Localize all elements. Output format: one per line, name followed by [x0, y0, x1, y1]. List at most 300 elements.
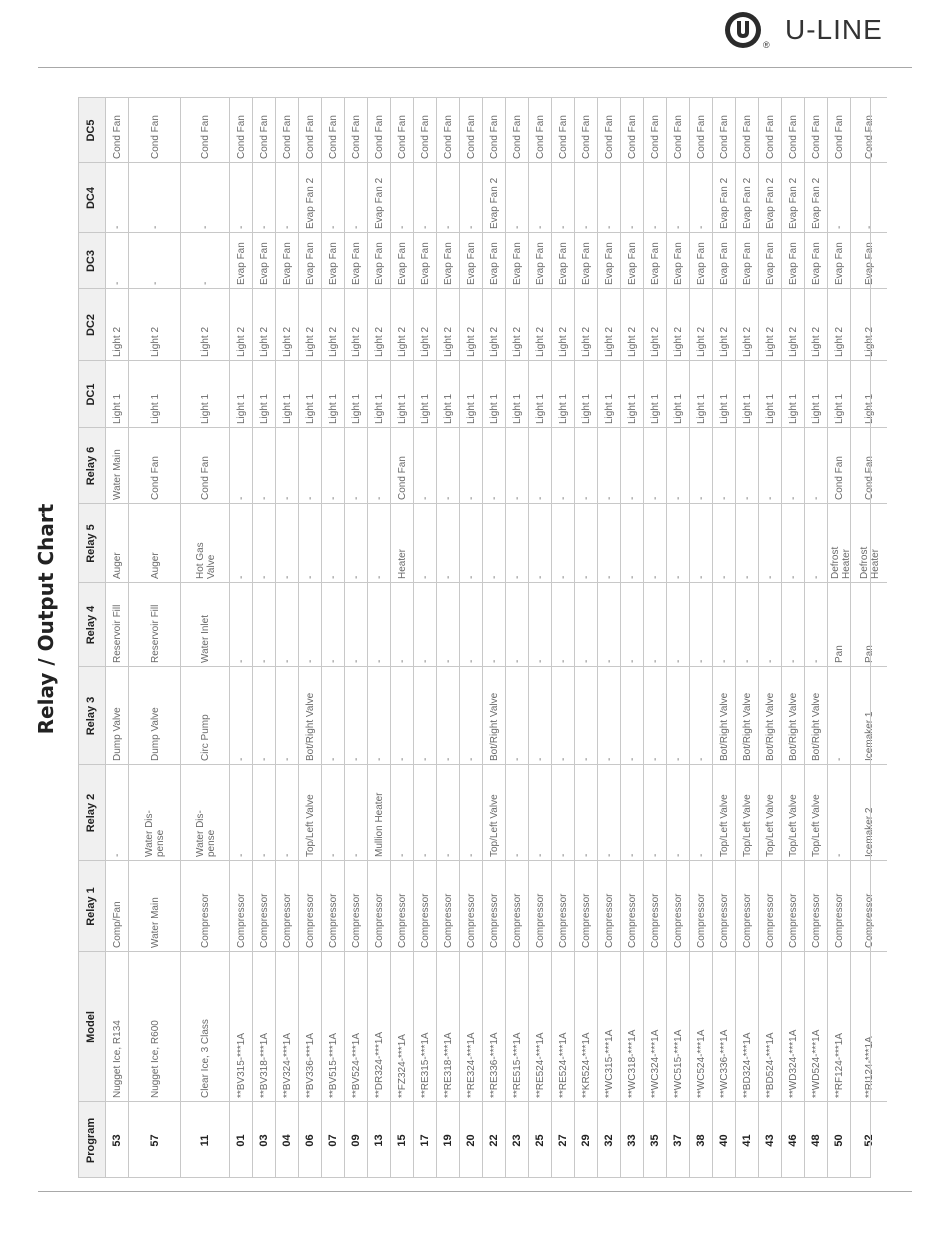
cell-relay-4: [345, 582, 367, 666]
cell-text: -: [259, 853, 270, 857]
cell-dc2: [552, 288, 574, 360]
relay-output-table: [78, 97, 881, 1178]
cell-model: [276, 951, 298, 1101]
cell-dc1: [713, 360, 735, 427]
cell-text: **BD524-***1A: [765, 1032, 776, 1098]
cell-text: -: [558, 496, 569, 500]
cell-dc1: [667, 360, 689, 427]
cell-relay-5: [690, 503, 712, 582]
cell-dc4: [851, 162, 887, 232]
cell-dc2: [391, 288, 413, 360]
cell-text: Cond Fan: [650, 115, 661, 159]
cell-relay-5: [575, 503, 597, 582]
cell-relay-2: [552, 764, 574, 860]
cell-text: 07: [327, 1134, 339, 1147]
cell-relay-6: [805, 427, 827, 503]
cell-text: -: [489, 496, 500, 500]
cell-text: -: [420, 659, 431, 663]
cell-text: -: [650, 853, 661, 857]
cell-relay-2: [598, 764, 620, 860]
cell-relay-1: [230, 860, 252, 951]
cell-dc3: [391, 232, 413, 288]
cell-text: -: [558, 853, 569, 857]
cell-text: Light 2: [834, 326, 845, 357]
cell-model: [230, 951, 252, 1101]
cell-dc1: [828, 360, 850, 427]
cell-relay-3: [621, 666, 643, 764]
cell-text: Evap Fan: [604, 242, 615, 285]
cell-dc3: [736, 232, 758, 288]
cell-dc3: [552, 232, 574, 288]
cell-text: -: [443, 225, 454, 229]
cell-model: [828, 951, 850, 1101]
cell-text: -: [420, 853, 431, 857]
cell-text: 15: [396, 1134, 408, 1147]
cell-text: Light 2: [673, 326, 684, 357]
cell-dc2: [276, 288, 298, 360]
cell-program: [644, 1101, 666, 1178]
cell-relay-6: [460, 427, 482, 503]
cell-dc1: [483, 360, 505, 427]
cell-model: [667, 951, 689, 1101]
cell-text: Cond Fan: [864, 456, 875, 500]
cell-dc2: [782, 288, 804, 360]
cell-text: -: [673, 853, 684, 857]
cell-text: Auger: [149, 552, 161, 579]
cell-text: **WC324-***1A: [650, 1029, 661, 1098]
cell-program: [345, 1101, 367, 1178]
cell-dc1: [106, 360, 128, 427]
cell-relay-1: [460, 860, 482, 951]
cell-text: -: [558, 757, 569, 761]
cell-program: [736, 1101, 758, 1178]
cell-dc1: [299, 360, 321, 427]
cell-dc1: [690, 360, 712, 427]
cell-dc1: [759, 360, 781, 427]
cell-dc4: [575, 162, 597, 232]
cell-relay-1: [437, 860, 459, 951]
cell-relay-3: [253, 666, 275, 764]
cell-relay-6: [345, 427, 367, 503]
cell-dc3: [129, 232, 180, 288]
cell-dc2: [506, 288, 528, 360]
cell-dc2: [621, 288, 643, 360]
cell-dc5: [322, 97, 344, 162]
column-header-label: Relay 1: [85, 887, 97, 926]
cell-text: -: [200, 281, 211, 285]
cell-text: Light 1: [489, 393, 500, 424]
cell-dc2: [851, 288, 887, 360]
cell-relay-5: [253, 503, 275, 582]
cell-dc4: [828, 162, 850, 232]
cell-dc5: [713, 97, 735, 162]
cell-text: -: [282, 225, 293, 229]
cell-text: Light 1: [834, 393, 845, 424]
cell-text: Evap Fan: [650, 242, 661, 285]
table-row: [758, 97, 781, 1178]
table-row: [459, 97, 482, 1178]
table-row: [735, 97, 758, 1178]
cell-text: Clear Ice, 3 Class: [200, 1019, 211, 1098]
cell-relay-5: [437, 503, 459, 582]
cell-text: Light 2: [719, 326, 730, 357]
cell-text: Compressor: [466, 893, 477, 948]
cell-dc3: [181, 232, 229, 288]
cell-relay-1: [690, 860, 712, 951]
cell-dc5: [391, 97, 413, 162]
cell-program: [460, 1101, 482, 1178]
cell-relay-5: [299, 503, 321, 582]
cell-relay-3: [437, 666, 459, 764]
cell-dc1: [552, 360, 574, 427]
cell-relay-5: [644, 503, 666, 582]
cell-model: [345, 951, 367, 1101]
cell-text: Evap Fan: [443, 242, 454, 285]
cell-text: Evap Fan: [305, 242, 316, 285]
cell-text: Compressor: [627, 893, 638, 948]
cell-text: Cond Fan: [489, 115, 500, 159]
column-header-label: Model: [85, 1011, 97, 1043]
cell-text: Compressor: [200, 893, 211, 948]
cell-relay-4: [414, 582, 436, 666]
cell-relay-1: [345, 860, 367, 951]
cell-relay-6: [736, 427, 758, 503]
cell-text: Light 1: [558, 393, 569, 424]
table-row: [574, 97, 597, 1178]
cell-relay-4: [828, 582, 850, 666]
cell-text: **RE318-***1A: [443, 1032, 454, 1098]
cell-model: [181, 951, 229, 1101]
footer-divider: [38, 1191, 912, 1192]
cell-model: [851, 951, 887, 1101]
cell-model: [437, 951, 459, 1101]
cell-text: Light 2: [259, 326, 270, 357]
cell-text: Cond Fan: [535, 115, 546, 159]
cell-text: -: [282, 575, 293, 579]
column-header-relay-2: [78, 764, 105, 860]
cell-program: [759, 1101, 781, 1178]
cell-text: Compressor: [305, 893, 316, 948]
cell-dc1: [391, 360, 413, 427]
cell-text: -: [443, 575, 454, 579]
cell-text: **BV315-***1A: [236, 1032, 247, 1098]
cell-text: Bot/Right Valve: [811, 692, 822, 761]
cell-relay-2: [667, 764, 689, 860]
cell-model: [253, 951, 275, 1101]
cell-text: -: [811, 575, 822, 579]
cell-model: [529, 951, 551, 1101]
cell-relay-4: [805, 582, 827, 666]
cell-dc3: [230, 232, 252, 288]
cell-relay-3: [299, 666, 321, 764]
cell-text: Evap Fan 2: [305, 177, 316, 229]
cell-dc2: [598, 288, 620, 360]
cell-text: Light 2: [489, 326, 500, 357]
cell-text: Light 1: [581, 393, 592, 424]
cell-text: 13: [373, 1134, 385, 1147]
cell-text: -: [512, 496, 523, 500]
cell-text: 29: [580, 1134, 592, 1147]
cell-relay-6: [529, 427, 551, 503]
cell-text: 38: [695, 1134, 707, 1147]
cell-text: Evap Fan 2: [374, 177, 385, 229]
cell-text: Water Dis- pense: [194, 810, 217, 857]
cell-dc5: [529, 97, 551, 162]
cell-text: -: [673, 575, 684, 579]
cell-model: [483, 951, 505, 1101]
table-row: [413, 97, 436, 1178]
cell-text: -: [650, 659, 661, 663]
cell-text: -: [604, 575, 615, 579]
cell-text: Light 2: [374, 326, 385, 357]
cell-relay-2: [437, 764, 459, 860]
cell-dc2: [437, 288, 459, 360]
cell-dc5: [253, 97, 275, 162]
cell-text: Evap Fan: [696, 242, 707, 285]
cell-text: -: [259, 575, 270, 579]
cell-text: **RE515-***1A: [512, 1032, 523, 1098]
cell-text: Evap Fan: [282, 242, 293, 285]
cell-text: Light 1: [864, 393, 875, 424]
cell-text: Compressor: [282, 893, 293, 948]
cell-text: -: [489, 575, 500, 579]
table-row: [344, 97, 367, 1178]
cell-text: Evap Fan: [466, 242, 477, 285]
cell-dc2: [736, 288, 758, 360]
cell-text: -: [328, 575, 339, 579]
cell-text: Evap Fan: [742, 242, 753, 285]
cell-relay-1: [598, 860, 620, 951]
cell-dc5: [230, 97, 252, 162]
cell-relay-3: [368, 666, 390, 764]
cell-dc1: [253, 360, 275, 427]
cell-relay-3: [181, 666, 229, 764]
cell-program: [598, 1101, 620, 1178]
cell-dc5: [345, 97, 367, 162]
cell-text: Light 2: [397, 326, 408, 357]
cell-relay-4: [129, 582, 180, 666]
cell-dc3: [598, 232, 620, 288]
cell-text: -: [811, 659, 822, 663]
column-header-dc5: [78, 97, 105, 162]
cell-dc2: [805, 288, 827, 360]
cell-text: 25: [534, 1134, 546, 1147]
cell-text: -: [673, 225, 684, 229]
cell-text: Nugget Ice, R600: [149, 1020, 161, 1098]
cell-dc4: [759, 162, 781, 232]
cell-text: -: [328, 225, 339, 229]
cell-dc1: [322, 360, 344, 427]
cell-text: Top/Left Valve: [719, 794, 730, 857]
cell-text: Compressor: [489, 893, 500, 948]
cell-text: 48: [810, 1134, 822, 1147]
cell-dc5: [276, 97, 298, 162]
cell-text: -: [351, 853, 362, 857]
cell-text: Evap Fan: [558, 242, 569, 285]
cell-relay-5: [483, 503, 505, 582]
cell-text: -: [443, 757, 454, 761]
cell-text: 57: [148, 1134, 161, 1147]
cell-text: Light 2: [236, 326, 247, 357]
cell-text: -: [236, 575, 247, 579]
cell-relay-5: [759, 503, 781, 582]
column-header-label: Program: [85, 1117, 97, 1164]
cell-relay-2: [368, 764, 390, 860]
table-row: [390, 97, 413, 1178]
cell-program: [667, 1101, 689, 1178]
cell-model: [782, 951, 804, 1101]
cell-dc1: [276, 360, 298, 427]
cell-relay-4: [181, 582, 229, 666]
cell-text: **FZ324-***1A: [397, 1034, 408, 1098]
cell-text: Compressor: [696, 893, 707, 948]
cell-text: -: [627, 225, 638, 229]
cell-relay-5: [345, 503, 367, 582]
cell-text: Cond Fan: [811, 115, 822, 159]
cell-dc3: [299, 232, 321, 288]
cell-text: Light 1: [397, 393, 408, 424]
column-header-relay-1: [78, 860, 105, 951]
cell-relay-6: [253, 427, 275, 503]
cell-text: Pan: [834, 645, 845, 663]
cell-text: **RE524-***1A: [535, 1032, 546, 1098]
cell-dc3: [460, 232, 482, 288]
cell-relay-4: [529, 582, 551, 666]
cell-relay-6: [690, 427, 712, 503]
cell-text: Light 1: [305, 393, 316, 424]
cell-relay-2: [506, 764, 528, 860]
table-row: [804, 97, 827, 1178]
cell-model: [736, 951, 758, 1101]
cell-text: **KR524-***1A: [581, 1032, 592, 1098]
cell-relay-3: [575, 666, 597, 764]
cell-text: **RE524-***1A: [558, 1032, 569, 1098]
cell-text: Light 2: [535, 326, 546, 357]
cell-relay-4: [230, 582, 252, 666]
cell-dc3: [322, 232, 344, 288]
cell-relay-2: [805, 764, 827, 860]
cell-relay-4: [644, 582, 666, 666]
cell-text: Water Main: [112, 449, 123, 500]
cell-text: 40: [718, 1134, 730, 1147]
cell-text: **WC318-***1A: [627, 1029, 638, 1098]
cell-relay-1: [782, 860, 804, 951]
cell-relay-3: [782, 666, 804, 764]
cell-dc5: [181, 97, 229, 162]
cell-text: Light 1: [443, 393, 454, 424]
column-header-label: DC4: [85, 187, 97, 210]
cell-relay-1: [759, 860, 781, 951]
cell-text: -: [328, 659, 339, 663]
cell-text: 19: [442, 1134, 454, 1147]
cell-text: -: [627, 496, 638, 500]
cell-relay-2: [253, 764, 275, 860]
cell-text: Top/Left Valve: [489, 794, 500, 857]
cell-text: -: [259, 225, 270, 229]
cell-text: Light 2: [420, 326, 431, 357]
cell-text: **RI124-***1A: [864, 1036, 875, 1098]
cell-text: Evap Fan 2: [719, 177, 730, 229]
cell-text: Cond Fan: [719, 115, 730, 159]
cell-text: -: [466, 757, 477, 761]
cell-text: 06: [304, 1134, 316, 1147]
cell-relay-2: [460, 764, 482, 860]
cell-text: **WD524-***1A: [811, 1029, 822, 1098]
cell-text: -: [834, 853, 845, 857]
column-header-relay-4: [78, 582, 105, 666]
cell-text: 37: [672, 1134, 684, 1147]
cell-dc1: [644, 360, 666, 427]
cell-dc1: [460, 360, 482, 427]
cell-text: Cond Fan: [834, 456, 845, 500]
cell-text: Compressor: [512, 893, 523, 948]
cell-text: -: [788, 659, 799, 663]
cell-text: Light 1: [627, 393, 638, 424]
cell-relay-6: [782, 427, 804, 503]
cell-text: Dump Valve: [149, 707, 161, 761]
cell-text: -: [351, 496, 362, 500]
cell-text: -: [200, 225, 211, 229]
cell-text: -: [374, 575, 385, 579]
title-container: [31, 499, 61, 739]
cell-text: Pan: [864, 645, 875, 663]
cell-text: -: [374, 659, 385, 663]
cell-model: [129, 951, 180, 1101]
cell-relay-1: [391, 860, 413, 951]
cell-text: Light 1: [328, 393, 339, 424]
cell-relay-6: [851, 427, 887, 503]
cell-text: **RE324-***1A: [466, 1032, 477, 1098]
cell-relay-6: [621, 427, 643, 503]
cell-model: [299, 951, 321, 1101]
cell-dc5: [414, 97, 436, 162]
cell-dc4: [644, 162, 666, 232]
brand-logo: [723, 10, 913, 52]
cell-dc2: [713, 288, 735, 360]
cell-text: Water Dis- pense: [144, 810, 166, 857]
cell-dc2: [483, 288, 505, 360]
cell-text: Light 2: [696, 326, 707, 357]
cell-relay-5: [106, 503, 128, 582]
cell-dc5: [460, 97, 482, 162]
cell-text: Evap Fan: [489, 242, 500, 285]
cell-text: -: [581, 496, 592, 500]
cell-text: Evap Fan: [765, 242, 776, 285]
cell-dc5: [805, 97, 827, 162]
cell-text: Light 1: [673, 393, 684, 424]
cell-text: Cond Fan: [765, 115, 776, 159]
cell-text: -: [604, 757, 615, 761]
cell-text: Light 2: [864, 326, 875, 357]
cell-dc5: [782, 97, 804, 162]
cell-text: -: [305, 659, 316, 663]
cell-text: -: [604, 496, 615, 500]
cell-dc4: [129, 162, 180, 232]
cell-text: Evap Fan: [420, 242, 431, 285]
cell-text: -: [328, 853, 339, 857]
cell-relay-2: [106, 764, 128, 860]
cell-text: 09: [350, 1134, 362, 1147]
cell-model: [391, 951, 413, 1101]
cell-relay-3: [851, 666, 887, 764]
cell-text: -: [696, 853, 707, 857]
cell-text: -: [112, 281, 123, 285]
cell-text: -: [535, 225, 546, 229]
cell-text: -: [236, 225, 247, 229]
cell-relay-1: [644, 860, 666, 951]
cell-program: [129, 1101, 180, 1178]
column-header-relay-3: [78, 666, 105, 764]
